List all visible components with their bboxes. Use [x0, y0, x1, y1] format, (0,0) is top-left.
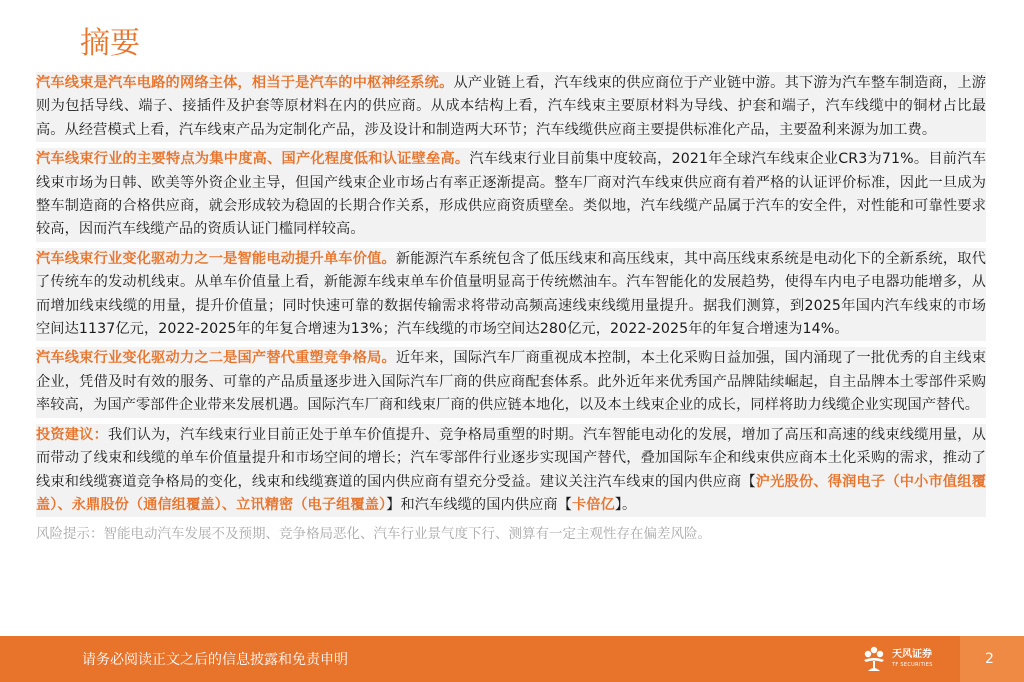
- paragraph-body: 近年来，国际汽车厂商重视成本控制，本土化采购日益加强，国内涌现了一批优秀的自主线束企业，凭借及时有效的服务、可靠的产品质量逐步进入国际汽车厂商的供应商配套体系。此外近年来优秀国产品牌陆续崛起，自主品牌本土零部件采购率较高，为国产零部件企业带来发展机遇。国际汽车厂商和线束厂商的供应链本地化，以及本土线束企业的成长，同样将助力线缆企业实现国产替代。: [36, 350, 986, 414]
- paragraph-industry-features: [36, 148, 986, 242]
- logo-name-en: TF SECURITIES: [892, 662, 933, 668]
- risk-warning: 风险提示：智能电动汽车发展不及预期、竞争格局恶化、汽车行业景气度下行、测算有一定主观性存在偏差风险。: [36, 526, 711, 543]
- invest-mid: 】和汽车线缆的国内供应商【: [386, 496, 572, 513]
- paragraph-body: 从产业链上看，汽车线束的供应商位于产业链中游。其下游为汽车整车制造商，上游则为包括导线、端子、接插件及护套等原材料在内的供应商。从成本结构上看，汽车线束主要原材料为导线、护套和端子，汽车线缆中的铜材占比最高。从经营模式上看，汽车线束产品为定制化产品，涉及设计和制造两大环节；汽车线缆供应商主要提供标准化产品，主要盈利来源为加工费。: [36, 75, 987, 138]
- footer-bar: [0, 636, 1024, 682]
- tf-logo-icon: [860, 645, 888, 673]
- paragraph-driver-one: [36, 248, 986, 342]
- paragraph-driver-two: [36, 347, 986, 417]
- paragraph-industry-overview: [36, 72, 986, 142]
- paragraph-lead: 汽车线束行业变化驱动力之二是国产替代重塑竞争格局。: [36, 350, 396, 367]
- invest-picks-cable: 卡倍亿: [571, 496, 615, 513]
- logo-name-cn: 天风证券: [892, 649, 932, 660]
- paragraph-body: 新能源汽车系统包含了低压线束和高压线束，其中高压线束系统是电动化下的全新系统，取代了传统车的发动机线束。从单车价值量上看，新能源车线束单车价值量明显高于传统燃油车。汽车智能化的发展趋势，使得车内电子电器功能增多，从而增加线束线缆的用量，提升价值量；同时快速可靠的数据传输需求将带动高频高速线束线缆用量提升。据我们测算，到2025年国内汽车线束的市场空间达1137亿元，2022-2025年的年复合增速为13%；汽车线缆的市场空间达280亿元，2022-2025年的年复合增速为14%。: [36, 250, 986, 338]
- page-title: 摘要: [80, 26, 140, 61]
- company-logo: [860, 644, 950, 674]
- invest-end: 】。: [614, 496, 637, 513]
- paragraph-lead: 汽车线束行业的主要特点为集中度高、国产化程度低和认证壁垒高。: [36, 151, 470, 168]
- page-number: 2: [985, 651, 994, 667]
- paragraph-lead: 汽车线束行业变化驱动力之一是智能电动提升单车价值。: [36, 250, 396, 267]
- paragraph-investment-advice: [36, 424, 986, 518]
- footer-disclaimer: 请务必阅读正文之后的信息披露和免责申明: [82, 652, 348, 668]
- invest-lead: 投资建议：: [36, 426, 108, 443]
- summary-content: [36, 72, 986, 545]
- paragraph-body: 汽车线束行业目前集中度较高，2021年全球汽车线束企业CR3为71%。目前汽车线束市场为日韩、欧美等外资企业主导，但国产线束企业市场占有率正逐渐提高。整车厂商对汽车线束供应商有着严格的认证评价标准，因此一旦成为整车制造商的合格供应商，就会形成较为稳固的长期合作关系，形成供应商资质壁垒。类似地，汽车线缆产品属于汽车的安全件，对性能和可靠性要求较高，因而汽车线缆产品的资质认证门槛同样较高。: [36, 151, 986, 238]
- invest-picks-harness: 沪光股份、得润电子（中小市值组覆盖）、永鼎股份（通信组覆盖）、立讯精密（电子组覆盖）: [36, 473, 986, 513]
- invest-body: 我们认为，汽车线束行业目前正处于单车价值提升、竞争格局重塑的时期。汽车智能电动化的发展，增加了高压和高速的线束线缆用量，从而带动了线束和线缆的单车价值量提升和市场空间的增长；汽车零部件行业逐步实现国产替代，叠加国际车企和线束供应商本土化采购的需求，推动了线束和线缆赛道竞争格局的变化，线束和线缆赛道的国内供应商有望充分受益。建议关注汽车线束的国内供应商【: [36, 426, 986, 490]
- paragraph-lead: 汽车线束是汽车电路的网络主体，相当于是汽车的中枢神经系统。: [36, 75, 454, 91]
